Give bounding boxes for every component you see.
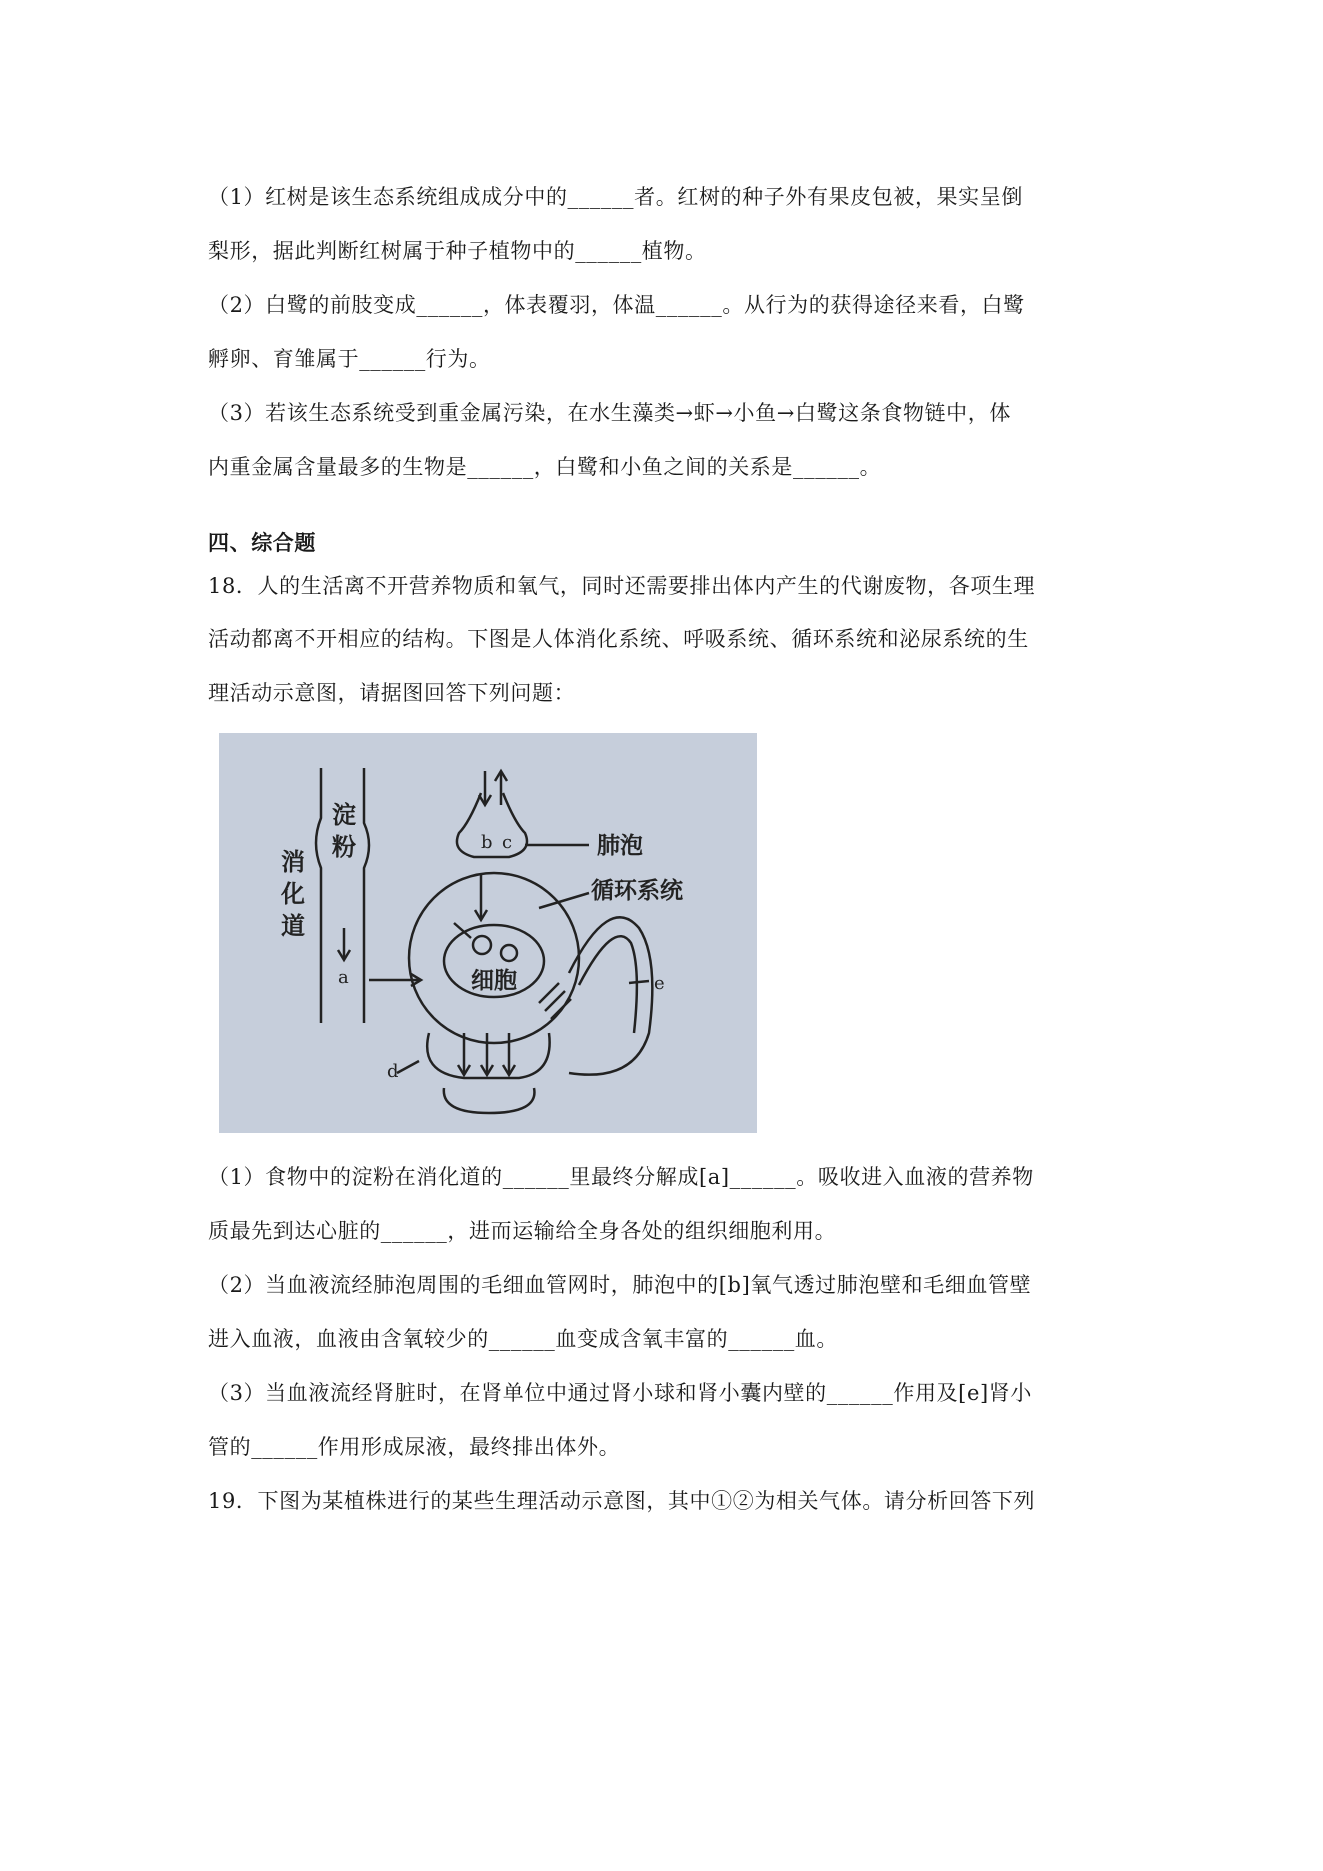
digestive-tract-left-wall <box>316 768 321 1023</box>
letter-a: a <box>338 967 349 988</box>
letter-b: b <box>481 832 493 853</box>
letter-c: c <box>502 832 513 853</box>
question-18-part1-line-2: 质最先到达心脏的______，进而运输给全身各处的组织细胞利用。 <box>208 1219 837 1243</box>
label-alveolus: 肺泡 <box>597 833 643 859</box>
text-line-q17-3b: 内重金属含量最多的生物是______，白鹭和小鱼之间的关系是______。 <box>208 455 882 479</box>
text-line-q17-1b: 梨形，据此判断红树属于种子植物中的______植物。 <box>208 239 707 263</box>
label-circulation-system: 循环系统 <box>591 878 683 904</box>
question-18-stem-line-1: 18．人的生活离不开营养物质和氧气，同时还需要排出体内产生的代谢废物，各项生理 <box>208 574 1036 598</box>
letter-e: e <box>654 973 665 994</box>
section-heading: 四、综合题 <box>208 531 316 555</box>
question-18-part3-line-2: 管的______作用形成尿液，最终排出体外。 <box>208 1435 621 1459</box>
question-18-stem-line-3: 理活动示意图，请据图回答下列问题： <box>208 681 576 705</box>
question-18-part2-line-1: （2）当血液流经肺泡周围的毛细血管网时，肺泡中的[b]氧气透过肺泡壁和毛细血管壁 <box>208 1273 1032 1297</box>
question-19-stem-line-1: 19．下图为某植株进行的某些生理活动示意图，其中①②为相关气体。请分析回答下列 <box>208 1489 1036 1513</box>
question-18-stem-line-2: 活动都离不开相应的结构。下图是人体消化系统、呼吸系统、循环系统和泌尿系统的生 <box>208 627 1029 651</box>
question-18-part3-line-1: （3）当血液流经肾脏时，在肾单位中通过肾小球和肾小囊内壁的______作用及[e]肾小 <box>208 1381 1032 1405</box>
label-starch-char1: 淀 <box>332 801 356 829</box>
text-line-q17-1a: （1）红树是该生态系统组成成分中的______者。红树的种子外有果皮包被，果实呈倒 <box>208 185 1023 209</box>
label-digestive-char2: 化 <box>281 880 305 908</box>
text-line-q17-2b: 孵卵、育雏属于______行为。 <box>208 347 491 371</box>
label-digestive-char3: 道 <box>281 912 305 940</box>
label-cell: 细胞 <box>471 968 517 994</box>
label-starch-char2: 粉 <box>332 833 356 861</box>
question-18-part1-line-1: （1）食物中的淀粉在消化道的______里最终分解成[a]______。吸收进入血液的营养物 <box>208 1165 1034 1189</box>
digestive-tract-right-wall <box>364 768 369 1023</box>
physiology-diagram <box>219 733 757 1133</box>
text-line-q17-2a: （2）白鹭的前肢变成______，体表覆羽，体温______。从行为的获得途径来看，白鹭 <box>208 293 1025 317</box>
question-18-part2-line-2: 进入血液，血液由含氧较少的______血变成含氧丰富的______血。 <box>208 1327 838 1351</box>
text-line-q17-3a: （3）若该生态系统受到重金属污染，在水生藻类→虾→小鱼→白鹭这条食物链中，体 <box>208 401 1011 425</box>
letter-d: d <box>387 1061 399 1082</box>
label-digestive-char1: 消 <box>281 848 305 876</box>
